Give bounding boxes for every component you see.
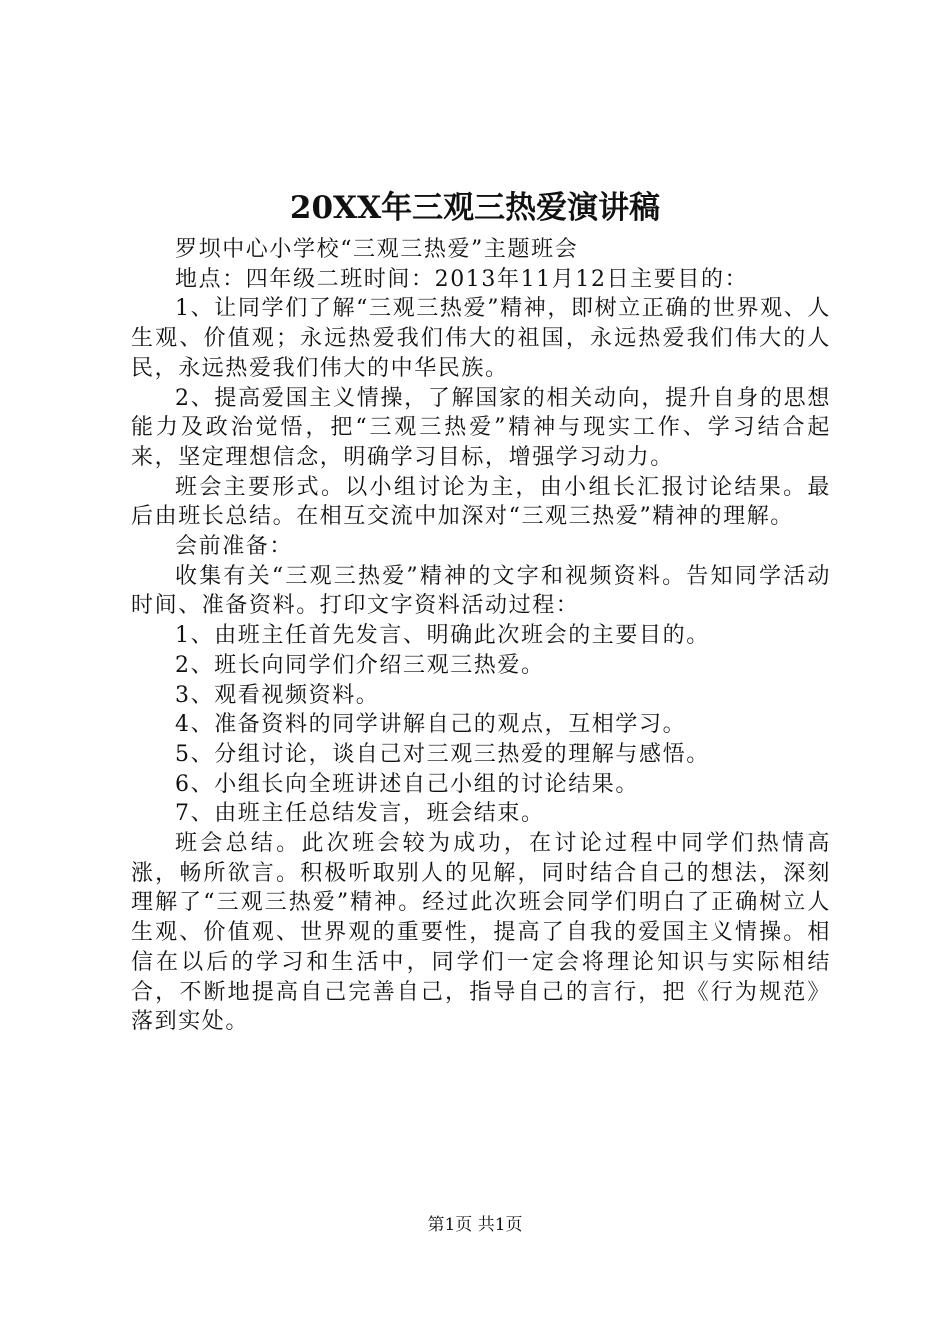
paragraph-preparation-heading: 会前准备： xyxy=(175,534,294,560)
paragraph-step-5: 5、分组讨论，谈自己对三观三热爱的理解与感悟。 xyxy=(175,741,710,767)
paragraph-step-2: 2、班长向同学们介绍三观三热爱。 xyxy=(175,652,545,678)
paragraph-location-time: 地点：四年级二班时间：2013年11月12日主要目的： xyxy=(175,266,749,292)
paragraph-step-3: 3、观看视频资料。 xyxy=(175,682,380,708)
document-title: 20XX年三观三热爱演讲稿 xyxy=(289,190,661,226)
paragraph-step-7: 7、由班主任总结发言，班会结束。 xyxy=(175,801,545,827)
document-body xyxy=(131,235,831,1037)
paragraph-goal-2: 2、提高爱国主义情操，了解国家的相关动向，提升自身的思想能力及政治觉悟，把“三观三热爱”精神与现实工作、学习结合起来，坚定理想信念，明确学习目标，增强学习动力。 xyxy=(131,385,831,470)
paragraph-step-4: 4、准备资料的同学讲解自己的观点，互相学习。 xyxy=(175,712,687,738)
paragraph-format: 班会主要形式。以小组讨论为主，由小组长汇报讨论结果。最后由班长总结。在相互交流中加深对“三观三热爱”精神的理解。 xyxy=(131,474,831,530)
paragraph-step-6: 6、小组长向全班讲述自己小组的讨论结果。 xyxy=(175,771,639,797)
paragraph-summary: 班会总结。此次班会较为成功，在讨论过程中同学们热情高涨，畅所欲言。积极听取别人的见解，同时结合自己的想法，深刻理解了“三观三热爱”精神。经过此次班会同学们明白了正确树立人生观、价值观、世界观的重要性，提高了自我的爱国主义情操。相信在以后的学习和生活中，同学们一定会将理论知识与实际相结合，不断地提高自己完善自己，指导自己的言行，把《行为规范》落到实处。 xyxy=(131,831,831,1035)
paragraph-preparation: 收集有关“三观三热爱”精神的文字和视频资料。告知同学活动时间、准备资料。打印文字资料活动过程： xyxy=(131,563,831,619)
page-number-footer: 第1页 共1页 xyxy=(427,1215,523,1235)
paragraph-goal-1: 1、让同学们了解“三观三热爱”精神，即树立正确的世界观、人生观、价值观；永远热爱我们伟大的祖国，永远热爱我们伟大的人民，永远热爱我们伟大的中华民族。 xyxy=(131,296,831,381)
paragraph-subtitle: 罗坝中心小学校“三观三热爱”主题班会 xyxy=(175,237,579,262)
paragraph-step-1: 1、由班主任首先发言、明确此次班会的主要目的。 xyxy=(175,623,710,649)
